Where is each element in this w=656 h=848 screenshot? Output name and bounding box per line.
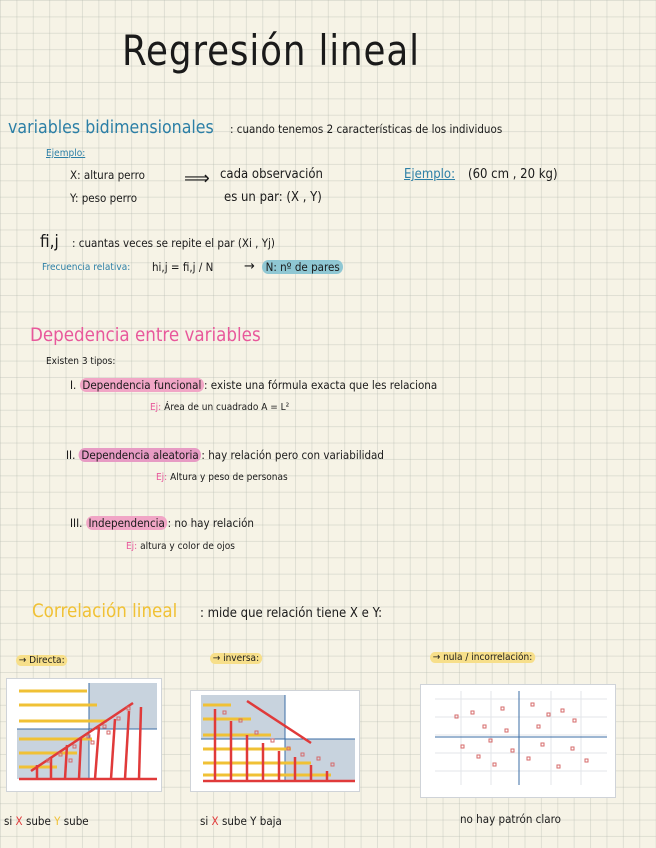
dependencia-type-2-example: Ej: Altura y peso de personas — [156, 472, 288, 483]
y-variable-item: Y: peso perro — [70, 191, 138, 205]
independencia-label: Independencia — [86, 516, 168, 530]
x-variable-item: X: altura perro — [70, 168, 145, 182]
correlacion-inversa-label: → inversa: — [210, 653, 262, 664]
observation-line2: es un par: (X , Y) — [224, 190, 322, 205]
inversa-chart-svg — [191, 691, 359, 791]
correlacion-directa-label: → Directa: — [16, 655, 67, 666]
variables-section — [8, 117, 242, 138]
page-title: Regresión lineal — [122, 26, 420, 75]
directa-caption: si X sube Y sube — [4, 814, 89, 828]
directa-scatter-chart — [6, 678, 162, 792]
directa-chart-svg — [7, 679, 161, 791]
correlacion-nula-label: → nula / incorrelación: — [430, 652, 535, 663]
dependencia-type-1-example: Ej: Área de un cuadrado A = L² — [150, 402, 290, 413]
nula-scatter-chart — [420, 684, 616, 798]
dependencia-type-3: III. Independencia : no hay relación — [70, 516, 254, 530]
dependencia-funcional-label: Dependencia funcional — [80, 378, 204, 392]
dependencia-aleatoria-label: Dependencia aleatoria — [79, 448, 202, 462]
dependencia-type-1: I. Dependencia funcional : existe una fórmula exacta que les relaciona — [70, 378, 438, 392]
fij-symbol: fi,j — [40, 232, 59, 252]
grid-lines — [435, 691, 607, 785]
dependencia-heading: Depedencia entre variables — [30, 324, 261, 346]
dependencia-intro: Existen 3 tipos: — [46, 356, 116, 367]
variables-definition: : cuando tenemos 2 características de los individuos — [230, 122, 503, 136]
arrow-right-icon: → — [244, 259, 255, 274]
nula-caption: no hay patrón claro — [460, 812, 561, 826]
inversa-caption: si X sube Y baja — [200, 814, 282, 828]
example2-value: (60 cm , 20 kg) — [468, 167, 558, 182]
dependencia-type-3-example: Ej: altura y color de ojos — [126, 541, 235, 552]
fij-definition: : cuantas veces se repite el par (Xi , Yj) — [72, 236, 275, 250]
relative-frequency-label: Frecuencia relativa: — [42, 262, 131, 273]
relative-frequency-formula: hi,j = fi,j / N — [152, 260, 214, 274]
example-label: Ejemplo: — [46, 148, 86, 159]
correlacion-definition: : mide que relación tiene X e Y: — [200, 606, 383, 621]
correlacion-heading: Correlación lineal — [32, 600, 178, 622]
dependencia-type-2: II. Dependencia aleatoria : hay relación pero con variabilidad — [66, 448, 384, 462]
observation-line1: cada observación — [220, 167, 323, 182]
inversa-scatter-chart — [190, 690, 360, 792]
nula-chart-svg — [421, 685, 615, 797]
variables-heading: variables bidimensionales — [8, 117, 214, 138]
pairs-count-note: N: nº de pares — [262, 260, 343, 274]
example2-label: Ejemplo: — [404, 167, 456, 182]
implies-arrow-icon: ⟹ — [184, 168, 210, 189]
